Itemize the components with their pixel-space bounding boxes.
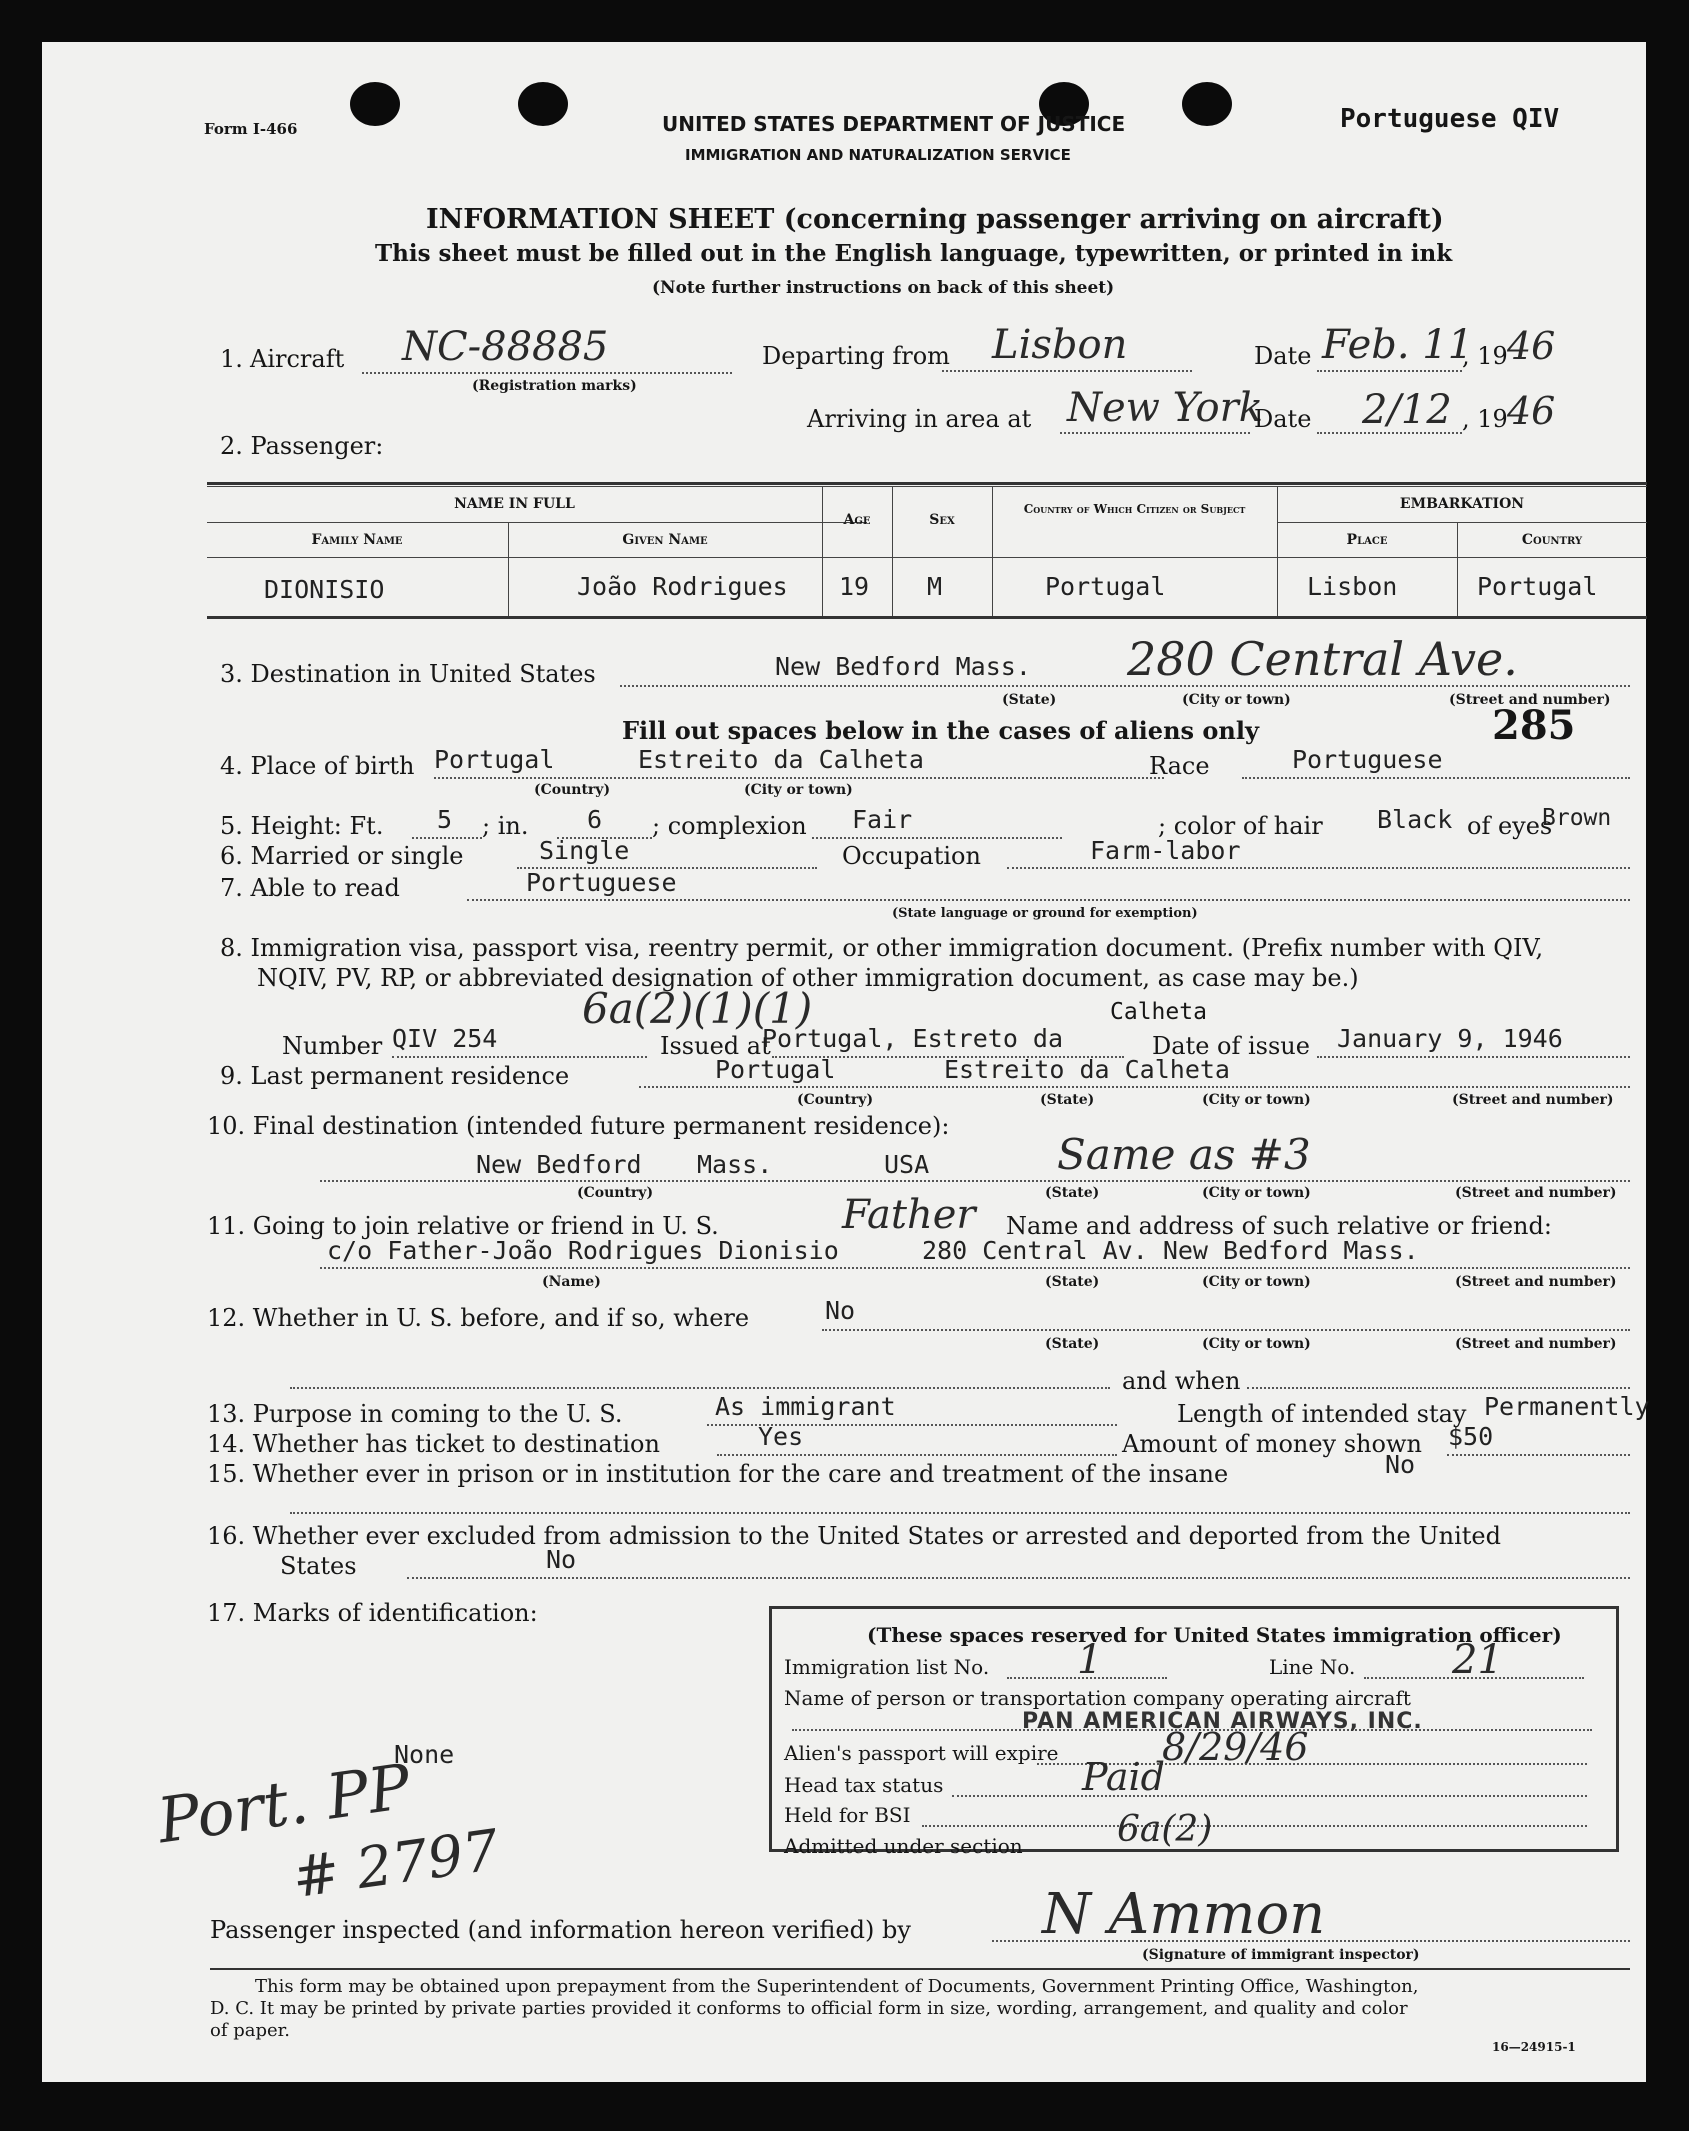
caption-name: (Name) (542, 1274, 601, 1290)
read-value: Portuguese (526, 868, 677, 897)
prison-label: 15. Whether ever in prison or in institution for the care and treatment of the insane (207, 1460, 1229, 1488)
name-in-full-header: NAME IN FULL (454, 496, 575, 512)
prison-value: No (1385, 1450, 1416, 1479)
service-name: IMMIGRATION AND NATURALIZATION SERVICE (685, 146, 1071, 164)
occupation-value: Farm-labor (1090, 836, 1241, 865)
inspector-signature: N Ammon (1042, 1882, 1326, 1947)
destination-typed: New Bedford Mass. (775, 652, 1031, 681)
caption-street: (Street and number) (1455, 1274, 1617, 1290)
identification-handwritten2: # 2797 (288, 1817, 503, 1912)
destination-label: 3. Destination in United States (220, 660, 596, 688)
embarkation-country-cell: Portugal (1477, 572, 1598, 601)
issued-label: Issued at (660, 1032, 771, 1060)
caption-state: (State) (1045, 1336, 1100, 1352)
family-name-cell: DIONISIO (264, 575, 385, 604)
punch-hole (518, 82, 568, 126)
passport-expire-value: 8/29/46 (1162, 1725, 1309, 1769)
list-label: Immigration list No. (784, 1655, 990, 1679)
before-us-value: No (825, 1296, 856, 1325)
department-name: UNITED STATES DEPARTMENT OF JUSTICE (662, 112, 1126, 136)
caption-street: (Street and number) (1449, 692, 1611, 708)
departure-date-value: Feb. 11 (1322, 322, 1474, 368)
passenger-label: 2. Passenger: (220, 432, 384, 460)
item8-line1: 8. Immigration visa, passport visa, reentry permit, or other immigration document. (Prefix number with QIV, (220, 934, 1544, 962)
admitted-value: 6a(2) (1117, 1809, 1213, 1850)
embarkation-header: EMBARKATION (1399, 496, 1525, 512)
purpose-value: As immigrant (715, 1392, 896, 1421)
caption-state: (State) (1002, 692, 1057, 708)
last-residence-city: Estreito da Calheta (944, 1055, 1230, 1084)
marital-label: 6. Married or single (220, 842, 464, 870)
line-label: Line No. (1269, 1655, 1356, 1679)
complexion-label: ; complexion (652, 812, 807, 840)
final-destination-handwritten: Same as #3 (1057, 1130, 1311, 1179)
bsi-label: Held for BSI (784, 1803, 911, 1827)
departing-value: Lisbon (992, 322, 1128, 368)
eyes-label: of eyes (1467, 812, 1553, 840)
admitted-label: Admitted under section (784, 1834, 1023, 1858)
race-label: Race (1149, 752, 1210, 780)
sex-cell: M (927, 572, 943, 601)
read-label: 7. Able to read (220, 874, 400, 902)
occupation-label: Occupation (842, 842, 981, 870)
read-caption: (State language or ground for exemption) (892, 906, 1198, 921)
number-label: Number (282, 1032, 383, 1060)
issued-line2: Calheta (1110, 999, 1207, 1025)
final-destination-city: New Bedford (476, 1150, 642, 1179)
embarkation-place-header: Place (1346, 532, 1388, 548)
year-prefix: , 19 (1462, 342, 1508, 370)
form-subtitle: This sheet must be filled out in the English language, typewritten, or printed in ink (375, 240, 1453, 267)
form-number: Form I-466 (204, 120, 298, 138)
given-name-cell: João Rodrigues (577, 572, 788, 601)
document-sheet (42, 42, 1650, 2082)
height-ft: 5 (437, 805, 453, 834)
identification-handwritten1: Port. PP (153, 1749, 415, 1858)
last-residence-label: 9. Last permanent residence (220, 1062, 570, 1090)
relative-name: c/o Father-João Rodrigues Dionisio (327, 1236, 839, 1265)
hair-label: ; color of hair (1158, 812, 1323, 840)
form-title: INFORMATION SHEET (concerning passenger arriving on aircraft) (426, 204, 1444, 235)
age-header: Age (843, 512, 871, 528)
item8-line2: NQIV, PV, RP, or abbreviated designation of other immigration document, as case may be.) (257, 964, 1359, 992)
relative-address-label: Name and address of such relative or friend: (1006, 1212, 1552, 1240)
caption-street: (Street and number) (1455, 1336, 1617, 1352)
caption-state: (State) (1045, 1185, 1100, 1201)
passport-expire-label: Alien's passport will expire (784, 1741, 1059, 1765)
marital-value: Single (539, 836, 630, 865)
citizen-country-cell: Portugal (1045, 572, 1166, 601)
arrival-date-value: 2/12 (1362, 387, 1452, 433)
head-tax-label: Head tax status (784, 1773, 944, 1797)
birth-city: Estreito da Calheta (638, 745, 924, 774)
inspection-label: Passenger inspected (and information hereon verified) by (210, 1916, 911, 1944)
aircraft-label: Aircraft (250, 345, 345, 373)
embarkation-place-cell: Lisbon (1307, 572, 1398, 601)
excluded-line2: States (280, 1552, 357, 1580)
departure-year-value: 46 (1507, 324, 1556, 368)
caption-city: (City or town) (1182, 692, 1291, 708)
footer-code: 16—24915-1 (1492, 2040, 1576, 2054)
money-label: Amount of money shown (1122, 1430, 1422, 1458)
eyes-value: Brown (1542, 805, 1612, 831)
issued-value: Portugal, Estreto da (762, 1024, 1064, 1053)
join-relative-handwritten: Father (842, 1192, 976, 1238)
and-when-label: and when (1122, 1367, 1241, 1395)
item8-handwritten: 6a(2)(1)(1) (582, 984, 813, 1033)
list-value: 1 (1077, 1637, 1103, 1683)
relative-address: 280 Central Av. New Bedford Mass. (922, 1236, 1419, 1265)
punch-hole (1182, 82, 1232, 126)
ticket-value: Yes (758, 1422, 804, 1451)
given-name-header: Given Name (622, 532, 708, 548)
footer-line3: of paper. (210, 2020, 290, 2041)
complexion-value: Fair (852, 805, 913, 834)
caption-country: (Country) (577, 1185, 654, 1201)
caption-state: (State) (1045, 1274, 1100, 1290)
height-in-label: ; in. (482, 812, 529, 840)
identification-value: None (394, 1740, 455, 1769)
operator-stamp: PAN AMERICAN AIRWAYS, INC. (1022, 1709, 1423, 1734)
class-code: Portuguese QIV (1340, 104, 1560, 134)
issue-date-value: January 9, 1946 (1337, 1024, 1563, 1053)
height-in: 6 (587, 805, 603, 834)
join-relative-label: 11. Going to join relative or friend in U. S. (207, 1212, 719, 1240)
last-residence-country: Portugal (715, 1055, 836, 1084)
caption-city: (City or town) (1202, 1092, 1311, 1108)
footer-line1: This form may be obtained upon prepayment from the Superintendent of Documents, Government Printing Office, Washington, (255, 1976, 1419, 1997)
date-label: Date (1254, 342, 1312, 370)
before-us-label: 12. Whether in U. S. before, and if so, where (207, 1304, 750, 1332)
aliens-heading: Fill out spaces below in the cases of aliens only (622, 716, 1259, 745)
officer-box (769, 1606, 1619, 1858)
number-value: QIV 254 (392, 1024, 498, 1053)
form-note: (Note further instructions on back of this sheet) (652, 278, 1115, 298)
caption-country: (Country) (797, 1092, 874, 1108)
birth-country: Portugal (434, 745, 555, 774)
birthplace-label: 4. Place of birth (220, 752, 415, 780)
caption-city: (City or town) (744, 782, 853, 798)
arriving-label: Arriving in area at (807, 405, 1032, 433)
citizen-country-header: Country of Which Citizen or Subject (1023, 502, 1246, 516)
destination-handwritten: 280 Central Ave. (1127, 632, 1518, 686)
issue-date-label: Date of issue (1152, 1032, 1310, 1060)
caption-street: (Street and number) (1452, 1092, 1614, 1108)
family-name-header: Family Name (311, 532, 403, 548)
aircraft-value: NC-88885 (402, 324, 609, 370)
final-destination-country: USA (884, 1150, 930, 1179)
punch-hole (350, 82, 400, 126)
line-value: 21 (1452, 1637, 1503, 1683)
sex-header: Sex (929, 512, 955, 528)
registration-caption: (Registration marks) (472, 378, 637, 394)
final-destination-label: 10. Final destination (intended future permanent residence): (207, 1112, 950, 1140)
caption-city: (City or town) (1202, 1274, 1311, 1290)
hair-value: Black (1377, 805, 1453, 834)
identification-label: 17. Marks of identification: (207, 1599, 538, 1627)
stamp-number: 285 (1492, 702, 1576, 749)
stay-value: Permanently (1484, 1392, 1650, 1421)
departing-label: Departing from (762, 342, 950, 370)
purpose-label: 13. Purpose in coming to the U. S. (207, 1400, 623, 1428)
height-label: 5. Height: Ft. (220, 812, 384, 840)
stay-label: Length of intended stay (1177, 1400, 1467, 1428)
operator-label: Name of person or transportation company operating aircraft (784, 1686, 1411, 1710)
caption-street: (Street and number) (1455, 1185, 1617, 1201)
caption-city: (City or town) (1202, 1185, 1311, 1201)
final-destination-state: Mass. (697, 1150, 773, 1179)
footer-line2: D. C. It may be printed by private parties provided it conforms to official form in size, wording, arrangement, and quality and color (210, 1998, 1408, 2019)
arriving-value: New York (1067, 385, 1263, 431)
age-cell: 19 (839, 572, 870, 601)
money-value: $50 (1448, 1422, 1494, 1451)
head-tax-value: Paid (1082, 1755, 1165, 1799)
officer-box-title: (These spaces reserved for United States immigration officer) (867, 1623, 1562, 1647)
date2-label: Date (1254, 405, 1312, 433)
caption-country: (Country) (534, 782, 611, 798)
race-value: Portuguese (1292, 745, 1443, 774)
signature-caption: (Signature of immigrant inspector) (1142, 1947, 1420, 1963)
caption-state: (State) (1040, 1092, 1095, 1108)
arrival-year-value: 46 (1507, 389, 1556, 433)
excluded-line1: 16. Whether ever excluded from admission to the United States or arrested and deported from the United (207, 1522, 1501, 1550)
item1-number: 1. (220, 345, 243, 373)
excluded-value: No (546, 1545, 577, 1574)
year2-prefix: , 19 (1462, 405, 1508, 433)
embarkation-country-header: Country (1521, 532, 1583, 548)
ticket-label: 14. Whether has ticket to destination (207, 1430, 660, 1458)
caption-city: (City or town) (1202, 1336, 1311, 1352)
